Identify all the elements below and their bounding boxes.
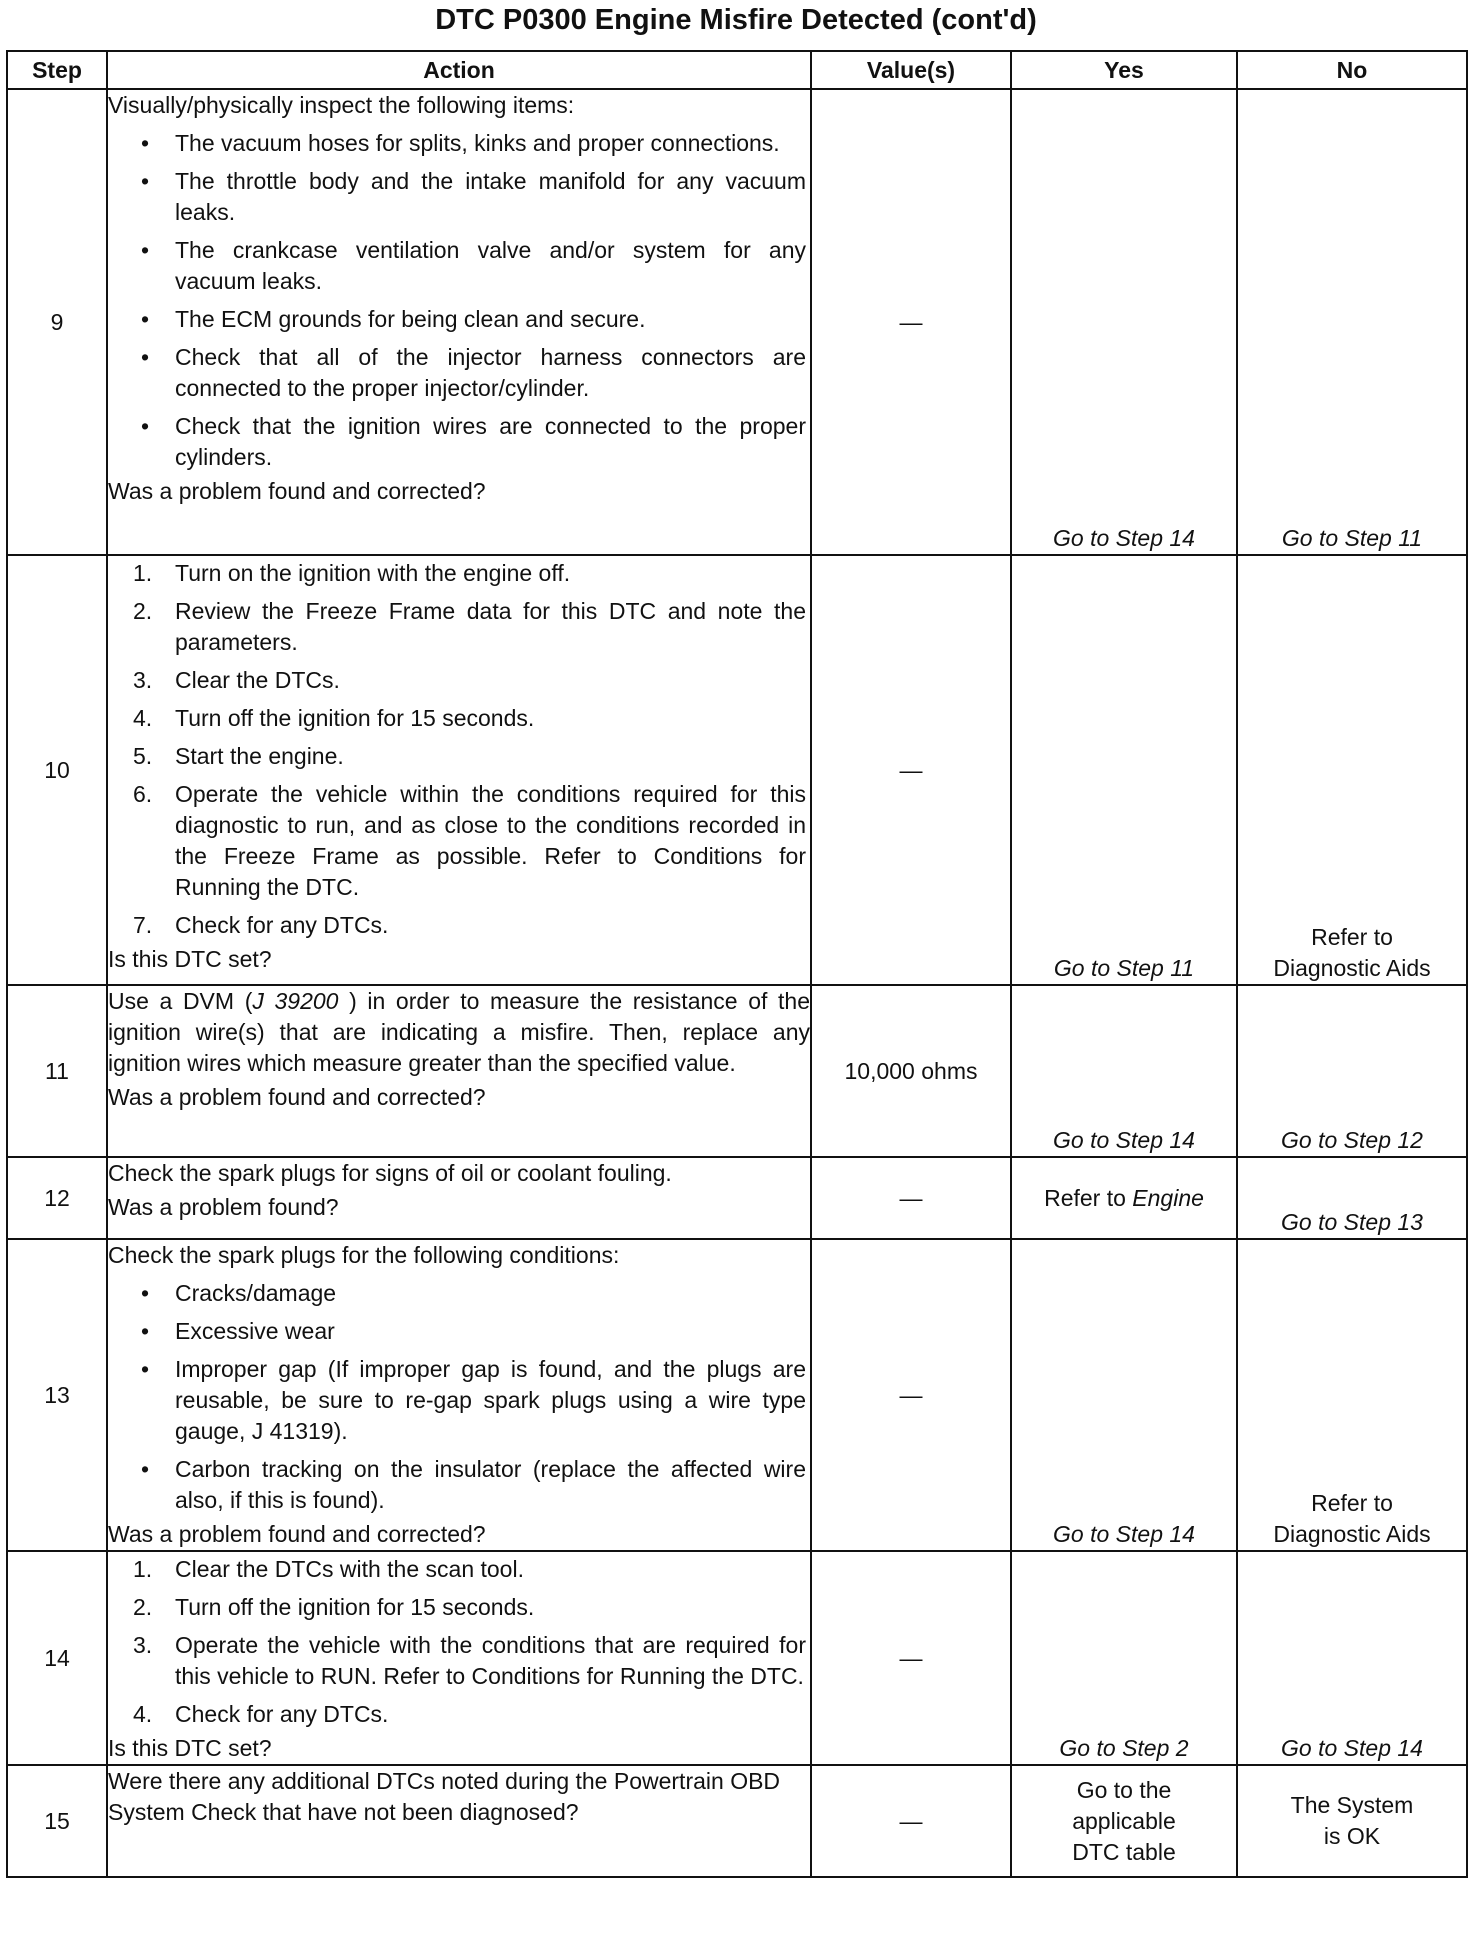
- step-number: 10: [7, 555, 107, 985]
- action-question: Was a problem found and corrected?: [108, 1084, 486, 1110]
- list-item: • The vacuum hoses for splits, kinks and proper connections.: [141, 130, 780, 156]
- header-values: Value(s): [811, 51, 1011, 89]
- action-cell: [107, 1765, 811, 1877]
- value-cell: 10,000 ohms: [811, 985, 1011, 1157]
- no-cell: The System is OK: [1237, 1765, 1467, 1877]
- yes-cell: Go to Step 14: [1011, 89, 1237, 555]
- list-item: • The ECM grounds for being clean and secure.: [141, 306, 646, 332]
- value-cell: —: [811, 1239, 1011, 1551]
- header-yes: Yes: [1011, 51, 1237, 89]
- list-item: 4. Check for any DTCs.: [133, 1701, 389, 1727]
- header-action: Action: [107, 51, 811, 89]
- no-cell: Refer to Diagnostic Aids: [1237, 555, 1467, 985]
- action-question: Is this DTC set?: [108, 1735, 272, 1761]
- list-item: 1. Clear the DTCs with the scan tool.: [133, 1556, 524, 1582]
- table-row: [7, 555, 1467, 985]
- header-step: Step: [7, 51, 107, 89]
- no-cell: Go to Step 13: [1237, 1157, 1467, 1239]
- list-item: • The throttle body and the intake manifold for any vacuum leaks.: [141, 168, 806, 225]
- table-row: [7, 1157, 1467, 1239]
- list-item: • Excessive wear: [141, 1318, 335, 1344]
- table-row: [7, 1765, 1467, 1877]
- value-cell: —: [811, 1157, 1011, 1239]
- value-cell: —: [811, 89, 1011, 555]
- list-item: 7. Check for any DTCs.: [133, 912, 389, 938]
- list-item: 3. Clear the DTCs.: [133, 667, 340, 693]
- list-item: 2. Turn off the ignition for 15 seconds.: [133, 1594, 535, 1620]
- list-item: 6. Operate the vehicle within the conditions required for this diagnostic to run, and as close to the conditions recorded in the Freeze Frame as possible. Refer to Conditions for Running the DTC.: [133, 781, 806, 900]
- list-item: 2. Review the Freeze Frame data for this DTC and note the parameters.: [133, 598, 806, 655]
- yes-cell: Refer to Engine: [1011, 1157, 1237, 1239]
- action-question: Was a problem found and corrected?: [108, 478, 486, 504]
- step-number: 14: [7, 1551, 107, 1765]
- yes-cell: Go to Step 11: [1011, 555, 1237, 985]
- value-cell: —: [811, 1765, 1011, 1877]
- header-no: No: [1237, 51, 1467, 89]
- no-cell: Refer to Diagnostic Aids: [1237, 1239, 1467, 1551]
- action-cell: [107, 555, 811, 985]
- action-intro: Check the spark plugs for the following conditions:: [108, 1242, 620, 1268]
- list-item: • Check that all of the injector harness connectors are connected to the proper injector/cylinder.: [141, 344, 806, 401]
- page-title: DTC P0300 Engine Misfire Detected (cont'd): [435, 4, 1037, 36]
- action-cell: [107, 1157, 811, 1239]
- diagnostic-table: [6, 50, 1468, 1878]
- yes-cell: Go to Step 2: [1011, 1551, 1237, 1765]
- no-cell: Go to Step 12: [1237, 985, 1467, 1157]
- action-question: Is this DTC set?: [108, 946, 272, 972]
- table-row: [7, 985, 1467, 1157]
- list-item: 1. Turn on the ignition with the engine off.: [133, 560, 571, 586]
- list-item: • Improper gap (If improper gap is found, and the plugs are reusable, be sure to re-gap spark plugs using a wire type gauge, J 41319).: [141, 1356, 806, 1444]
- list-item: • The crankcase ventilation valve and/or system for any vacuum leaks.: [141, 237, 806, 294]
- table-header-row: [7, 51, 1467, 89]
- step-number: 13: [7, 1239, 107, 1551]
- no-cell: Go to Step 14: [1237, 1551, 1467, 1765]
- action-question: Was a problem found?: [108, 1194, 339, 1220]
- action-question: Was a problem found and corrected?: [108, 1521, 486, 1547]
- list-item: 3. Operate the vehicle with the conditions that are required for this vehicle to RUN. Refer to Conditions for Running the DTC.: [133, 1632, 806, 1689]
- action-cell: [107, 89, 811, 555]
- list-item: • Carbon tracking on the insulator (replace the affected wire also, if this is found).: [141, 1456, 806, 1513]
- value-cell: —: [811, 555, 1011, 985]
- tool-reference: J 39200: [252, 988, 339, 1014]
- action-cell: [107, 1551, 811, 1765]
- action-cell: [107, 1239, 811, 1551]
- step-number: 9: [7, 89, 107, 555]
- yes-cell: Go to Step 14: [1011, 985, 1237, 1157]
- action-text: Were there any additional DTCs noted during the Powertrain OBD System Check that have not been diagnosed?: [108, 1768, 781, 1825]
- step-number: 11: [7, 985, 107, 1157]
- list-item: 4. Turn off the ignition for 15 seconds.: [133, 705, 535, 731]
- table-row: [7, 1239, 1467, 1551]
- step-number: 12: [7, 1157, 107, 1239]
- step-number: 15: [7, 1765, 107, 1877]
- action-intro: Check the spark plugs for signs of oil or coolant fouling.: [108, 1160, 672, 1186]
- action-cell: [107, 985, 811, 1157]
- action-text: Use a DVM (J 39200 ) in order to measure the resistance of the ignition wire(s) that are indicating a misfire. Then, replace any ignition wires which measure greater than the specified value.: [108, 988, 810, 1076]
- action-intro: Visually/physically inspect the following items:: [108, 92, 575, 118]
- table-row: [7, 89, 1467, 555]
- list-item: • Cracks/damage: [141, 1280, 337, 1306]
- no-cell: Go to Step 11: [1237, 89, 1467, 555]
- list-item: • Check that the ignition wires are connected to the proper cylinders.: [141, 413, 806, 470]
- list-item: 5. Start the engine.: [133, 743, 344, 769]
- yes-cell: Go to the applicable DTC table: [1011, 1765, 1237, 1877]
- table-row: [7, 1551, 1467, 1765]
- yes-cell: Go to Step 14: [1011, 1239, 1237, 1551]
- value-cell: —: [811, 1551, 1011, 1765]
